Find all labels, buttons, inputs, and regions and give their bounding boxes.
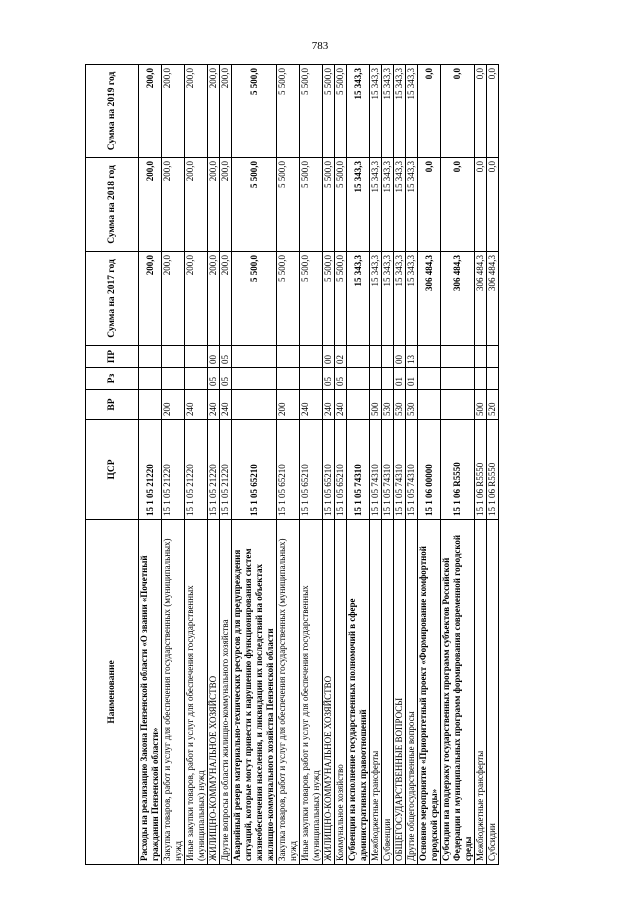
row-csr-cell: 15 1 05 74310	[382, 420, 394, 520]
row-sum-2017-cell: 306 484,3	[487, 252, 499, 346]
row-name-cell: Закупка товаров, работ и услуг для обеспечения государственных (муниципальных) нужд	[162, 520, 185, 865]
row-sum-2018-cell: 0,0	[418, 158, 441, 252]
row-pr-cell	[418, 346, 441, 368]
row-pr-cell	[232, 346, 277, 368]
row-csr-cell: 15 1 06 R5550	[441, 420, 475, 520]
row-sum-2017-cell: 200,0	[162, 252, 185, 346]
row-name-cell: Субсидии на поддержку государственных программ субъектов Российской Федерации и муниципальных программ формирования современной городской среды	[441, 520, 475, 865]
table-row	[406, 65, 418, 865]
row-sum-2017-cell: 5 500,0	[300, 252, 323, 346]
row-rz-cell	[370, 368, 382, 390]
row-vr-cell: 200	[162, 390, 185, 420]
row-sum-2018-cell: 200,0	[220, 158, 232, 252]
row-sum-2019-cell: 15 343,3	[406, 65, 418, 158]
table-row	[220, 65, 232, 865]
table-row	[185, 65, 208, 865]
row-rz-cell	[277, 368, 300, 390]
row-pr-cell: 00	[208, 346, 220, 368]
header-pr: ПР	[86, 346, 139, 368]
row-csr-cell: 15 1 06 00000	[418, 420, 441, 520]
row-sum-2019-cell: 5 500,0	[335, 65, 347, 158]
row-name-cell: Другие вопросы в области жилищно-коммунального хозяйства	[220, 520, 232, 865]
row-name-cell: Аварийный резерв материально-технических ресурсов для предупреждения ситуаций, которые могут привести к нарушению функционирования систем жизнеобеспечения населения, и ликвидации их последствий на объектах жилищно-коммунального хозяйства Пензенской области	[232, 520, 277, 865]
row-pr-cell: 13	[406, 346, 418, 368]
row-sum-2018-cell: 0,0	[441, 158, 475, 252]
table-row	[232, 65, 277, 865]
row-sum-2019-cell: 5 500,0	[232, 65, 277, 158]
row-pr-cell: 05	[220, 346, 232, 368]
row-csr-cell: 15 1 05 21220	[208, 420, 220, 520]
row-pr-cell	[382, 346, 394, 368]
row-pr-cell	[185, 346, 208, 368]
row-pr-cell	[162, 346, 185, 368]
row-sum-2017-cell: 15 343,3	[347, 252, 370, 346]
table-row	[394, 65, 406, 865]
row-vr-cell: 530	[406, 390, 418, 420]
row-rz-cell: 05	[323, 368, 335, 390]
row-rz-cell	[441, 368, 475, 390]
row-name-cell: Другие общегосударственные вопросы	[406, 520, 418, 865]
row-vr-cell: 530	[394, 390, 406, 420]
row-rz-cell	[347, 368, 370, 390]
row-sum-2018-cell: 0,0	[487, 158, 499, 252]
row-sum-2017-cell: 5 500,0	[232, 252, 277, 346]
row-sum-2018-cell: 5 500,0	[232, 158, 277, 252]
row-pr-cell	[300, 346, 323, 368]
header-rz: Рз	[86, 368, 139, 390]
budget-table-container	[85, 65, 570, 865]
header-sum-2017: Сумма на 2017 год	[86, 252, 139, 346]
row-csr-cell: 15 1 05 21220	[139, 420, 162, 520]
row-vr-cell: 520	[487, 390, 499, 420]
header-name: Наименование	[86, 520, 139, 865]
table-row	[335, 65, 347, 865]
row-sum-2019-cell: 15 343,3	[370, 65, 382, 158]
table-row	[139, 65, 162, 865]
row-vr-cell: 240	[335, 390, 347, 420]
table-row	[208, 65, 220, 865]
row-rz-cell	[232, 368, 277, 390]
row-name-cell: ОБЩЕГОСУДАРСТВЕННЫЕ ВОПРОСЫ	[394, 520, 406, 865]
row-sum-2019-cell: 5 500,0	[300, 65, 323, 158]
row-pr-cell	[370, 346, 382, 368]
row-sum-2018-cell: 200,0	[185, 158, 208, 252]
row-sum-2019-cell: 200,0	[185, 65, 208, 158]
row-sum-2017-cell: 200,0	[185, 252, 208, 346]
row-sum-2019-cell: 0,0	[487, 65, 499, 158]
row-sum-2018-cell: 0,0	[475, 158, 487, 252]
row-sum-2017-cell: 5 500,0	[335, 252, 347, 346]
row-vr-cell: 500	[370, 390, 382, 420]
row-sum-2017-cell: 15 343,3	[370, 252, 382, 346]
row-name-cell: Субвенции	[382, 520, 394, 865]
table-row	[475, 65, 487, 865]
row-sum-2019-cell: 5 500,0	[323, 65, 335, 158]
row-rz-cell	[418, 368, 441, 390]
table-row	[162, 65, 185, 865]
row-csr-cell: 15 1 05 65210	[232, 420, 277, 520]
row-pr-cell	[347, 346, 370, 368]
row-name-cell: ЖИЛИЩНО-КОММУНАЛЬНОЕ ХОЗЯЙСТВО	[208, 520, 220, 865]
table-row	[382, 65, 394, 865]
row-rz-cell	[185, 368, 208, 390]
row-rz-cell	[382, 368, 394, 390]
row-csr-cell: 15 1 05 65210	[335, 420, 347, 520]
row-rz-cell	[162, 368, 185, 390]
row-pr-cell: 00	[394, 346, 406, 368]
row-sum-2019-cell: 200,0	[220, 65, 232, 158]
row-sum-2018-cell: 5 500,0	[323, 158, 335, 252]
row-sum-2018-cell: 5 500,0	[335, 158, 347, 252]
header-csr: ЦСР	[86, 420, 139, 520]
row-sum-2018-cell: 15 343,3	[347, 158, 370, 252]
row-csr-cell: 15 1 05 21220	[162, 420, 185, 520]
header-sum-2018: Сумма на 2018 год	[86, 158, 139, 252]
row-name-cell: Основное мероприятие «Приоритетный проект «Формирование комфортной городской среды»	[418, 520, 441, 865]
row-csr-cell: 15 1 05 74310	[370, 420, 382, 520]
row-rz-cell: 05	[208, 368, 220, 390]
table-row	[441, 65, 475, 865]
row-sum-2019-cell: 15 343,3	[394, 65, 406, 158]
row-name-cell: Закупка товаров, работ и услуг для обеспечения государственных (муниципальных) нужд	[277, 520, 300, 865]
row-csr-cell: 15 1 05 74310	[406, 420, 418, 520]
row-sum-2018-cell: 200,0	[162, 158, 185, 252]
row-sum-2017-cell: 306 484,3	[441, 252, 475, 346]
row-vr-cell	[139, 390, 162, 420]
row-name-cell: Субвенции на исполнение государственных полномочий в сфере административных правоотношений	[347, 520, 370, 865]
row-pr-cell	[277, 346, 300, 368]
row-csr-cell: 15 1 05 21220	[220, 420, 232, 520]
budget-table	[85, 64, 499, 865]
row-name-cell: Межбюджетные трансферты	[370, 520, 382, 865]
row-csr-cell: 15 1 05 65210	[300, 420, 323, 520]
row-sum-2017-cell: 15 343,3	[382, 252, 394, 346]
row-vr-cell: 240	[220, 390, 232, 420]
row-csr-cell: 15 1 05 74310	[347, 420, 370, 520]
page-number: 783	[311, 40, 329, 52]
row-sum-2018-cell: 15 343,3	[370, 158, 382, 252]
row-vr-cell: 500	[475, 390, 487, 420]
row-name-cell: ЖИЛИЩНО-КОММУНАЛЬНОЕ ХОЗЯЙСТВО	[323, 520, 335, 865]
row-sum-2019-cell: 200,0	[162, 65, 185, 158]
row-name-cell: Расходы на реализацию Закона Пензенской области «О звании «Почетный гражданин Пензенской области»	[139, 520, 162, 865]
row-sum-2018-cell: 15 343,3	[394, 158, 406, 252]
row-sum-2018-cell: 200,0	[208, 158, 220, 252]
table-row	[487, 65, 499, 865]
row-csr-cell: 15 1 05 21220	[185, 420, 208, 520]
row-sum-2017-cell: 306 484,3	[475, 252, 487, 346]
row-sum-2018-cell: 15 343,3	[382, 158, 394, 252]
row-pr-cell	[139, 346, 162, 368]
row-rz-cell	[300, 368, 323, 390]
row-sum-2019-cell: 200,0	[208, 65, 220, 158]
row-rz-cell	[139, 368, 162, 390]
row-pr-cell: 02	[335, 346, 347, 368]
row-vr-cell	[232, 390, 277, 420]
row-vr-cell	[441, 390, 475, 420]
row-name-cell: Субсидии	[487, 520, 499, 865]
table-header-row	[86, 65, 139, 865]
row-pr-cell: 00	[323, 346, 335, 368]
row-sum-2018-cell: 5 500,0	[277, 158, 300, 252]
table-row	[418, 65, 441, 865]
row-sum-2017-cell: 200,0	[139, 252, 162, 346]
row-rz-cell: 05	[220, 368, 232, 390]
row-sum-2017-cell: 306 484,3	[418, 252, 441, 346]
row-sum-2019-cell: 15 343,3	[382, 65, 394, 158]
header-vr: ВР	[86, 390, 139, 420]
row-sum-2018-cell: 5 500,0	[300, 158, 323, 252]
row-sum-2019-cell: 200,0	[139, 65, 162, 158]
row-name-cell: Межбюджетные трансферты	[475, 520, 487, 865]
row-csr-cell: 15 1 05 74310	[394, 420, 406, 520]
row-sum-2017-cell: 15 343,3	[394, 252, 406, 346]
table-row	[277, 65, 300, 865]
row-name-cell: Иные закупки товаров, работ и услуг для обеспечения государственных (муниципальных) нужд	[185, 520, 208, 865]
row-sum-2017-cell: 200,0	[220, 252, 232, 346]
row-sum-2019-cell: 0,0	[441, 65, 475, 158]
table-row	[300, 65, 323, 865]
row-csr-cell: 15 1 05 65210	[277, 420, 300, 520]
row-rz-cell: 01	[406, 368, 418, 390]
row-rz-cell	[475, 368, 487, 390]
row-sum-2019-cell: 5 500,0	[277, 65, 300, 158]
row-rz-cell	[487, 368, 499, 390]
row-vr-cell: 240	[208, 390, 220, 420]
row-rz-cell: 01	[394, 368, 406, 390]
row-sum-2017-cell: 5 500,0	[323, 252, 335, 346]
row-name-cell: Иные закупки товаров, работ и услуг для обеспечения государственных (муниципальных) нужд	[300, 520, 323, 865]
row-name-cell: Коммунальное хозяйство	[335, 520, 347, 865]
row-vr-cell	[418, 390, 441, 420]
table-row	[347, 65, 370, 865]
row-vr-cell	[347, 390, 370, 420]
row-rz-cell: 05	[335, 368, 347, 390]
table-row	[370, 65, 382, 865]
row-vr-cell: 240	[323, 390, 335, 420]
row-sum-2017-cell: 200,0	[208, 252, 220, 346]
row-sum-2017-cell: 5 500,0	[277, 252, 300, 346]
row-pr-cell	[475, 346, 487, 368]
row-vr-cell: 530	[382, 390, 394, 420]
row-sum-2019-cell: 0,0	[418, 65, 441, 158]
row-vr-cell: 200	[277, 390, 300, 420]
row-csr-cell: 15 1 06 R5550	[475, 420, 487, 520]
row-sum-2018-cell: 15 343,3	[406, 158, 418, 252]
row-vr-cell: 240	[185, 390, 208, 420]
header-sum-2019: Сумма на 2019 год	[86, 65, 139, 158]
row-sum-2019-cell: 0,0	[475, 65, 487, 158]
row-pr-cell	[441, 346, 475, 368]
row-vr-cell: 240	[300, 390, 323, 420]
row-pr-cell	[487, 346, 499, 368]
row-sum-2018-cell: 200,0	[139, 158, 162, 252]
row-csr-cell: 15 1 05 65210	[323, 420, 335, 520]
row-sum-2019-cell: 15 343,3	[347, 65, 370, 158]
row-sum-2017-cell: 15 343,3	[406, 252, 418, 346]
row-csr-cell: 15 1 06 R5550	[487, 420, 499, 520]
table-row	[323, 65, 335, 865]
